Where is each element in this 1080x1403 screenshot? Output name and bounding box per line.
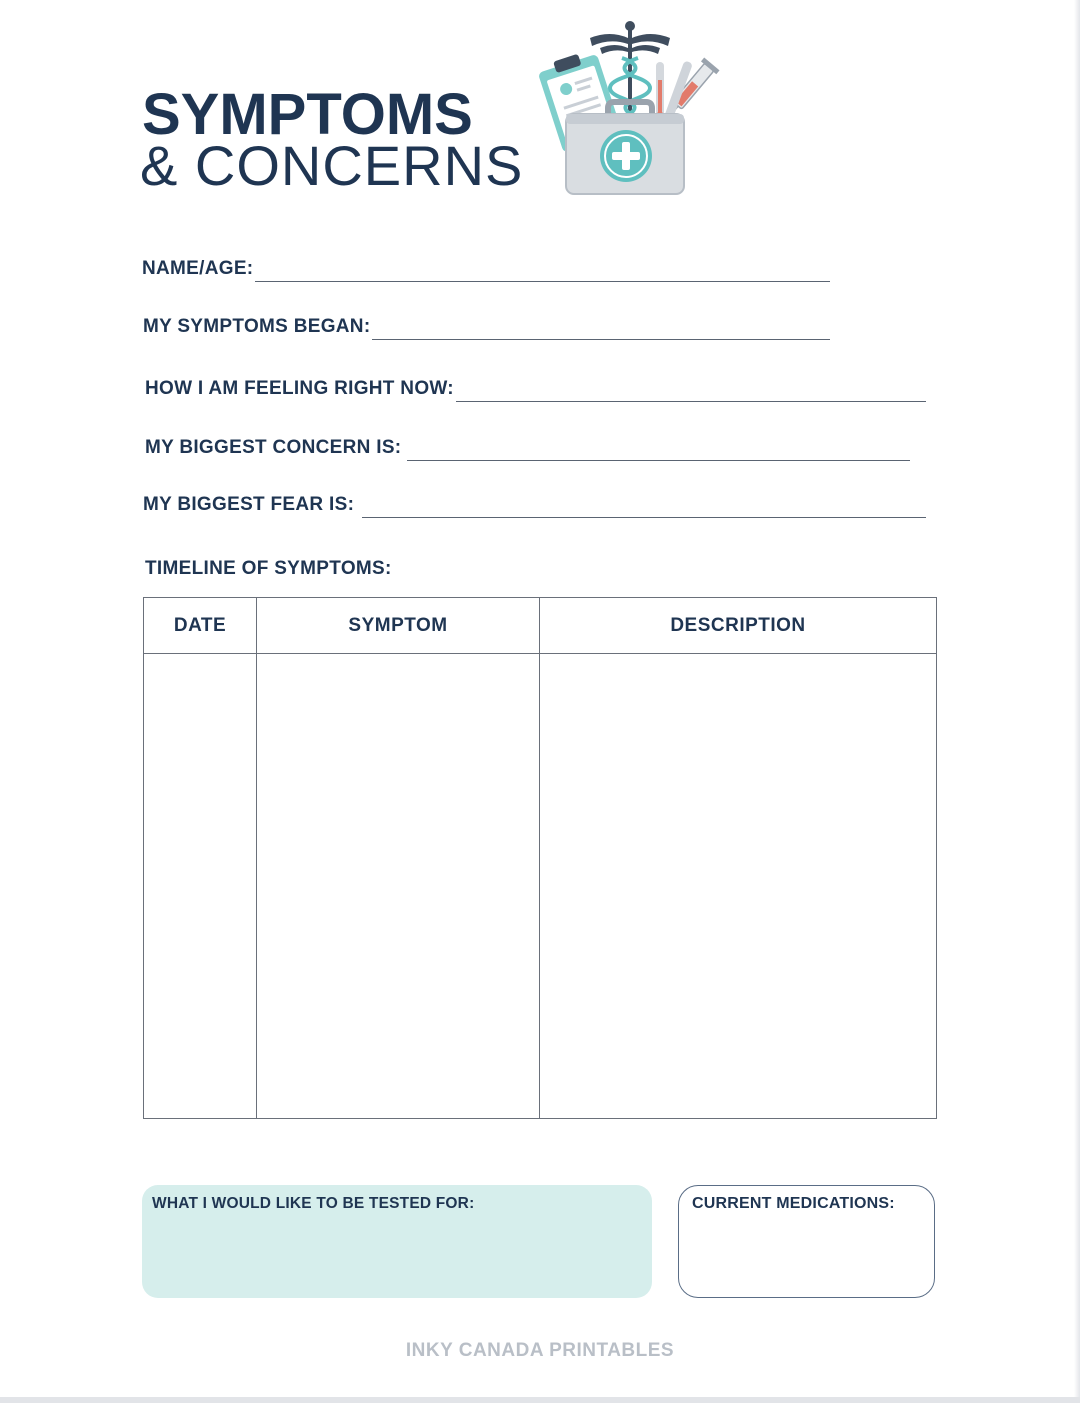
column-header-date: DATE (144, 598, 257, 654)
date-cell[interactable] (144, 654, 257, 1119)
description-cell[interactable] (540, 654, 937, 1119)
tested-for-label: WHAT I WOULD LIKE TO BE TESTED FOR: (152, 1195, 475, 1212)
field-label: MY BIGGEST CONCERN IS: (145, 437, 402, 458)
medical-kit-icon (566, 102, 684, 194)
page-title-primary: SYMPTOMS (142, 82, 473, 147)
field-feeling-now (145, 378, 926, 402)
biggest-fear-input-line[interactable] (362, 497, 926, 518)
field-label: HOW I AM FEELING RIGHT NOW: (145, 378, 454, 399)
symptom-cell[interactable] (257, 654, 540, 1119)
timeline-table (143, 597, 937, 1119)
footer-brand: INKY CANADA PRINTABLES (405, 1340, 675, 1361)
medical-illustration (530, 20, 730, 200)
page-edge-right (1074, 0, 1080, 1403)
table-header-row (144, 598, 937, 654)
field-name-age (142, 258, 830, 282)
biggest-concern-input-line[interactable] (407, 440, 910, 461)
page-title-secondary: & CONCERNS (140, 134, 524, 197)
field-label: MY BIGGEST FEAR IS: (143, 494, 355, 515)
field-symptoms-began (143, 316, 830, 340)
field-label: NAME/AGE: (142, 258, 254, 279)
feeling-now-input-line[interactable] (456, 381, 926, 402)
table-row (144, 654, 937, 1119)
page-edge-bottom (0, 1397, 1080, 1403)
tested-for-box[interactable] (142, 1185, 652, 1298)
field-biggest-fear (143, 494, 926, 518)
column-header-description: DESCRIPTION (540, 598, 937, 654)
timeline-heading: TIMELINE OF SYMPTOMS: (145, 558, 392, 579)
column-header-symptom: SYMPTOM (257, 598, 540, 654)
current-medications-box[interactable] (678, 1185, 935, 1298)
field-label: MY SYMPTOMS BEGAN: (143, 316, 371, 337)
current-medications-label: CURRENT MEDICATIONS: (692, 1195, 895, 1212)
symptoms-began-input-line[interactable] (372, 319, 830, 340)
name-age-input-line[interactable] (255, 261, 830, 282)
field-biggest-concern (145, 437, 910, 461)
